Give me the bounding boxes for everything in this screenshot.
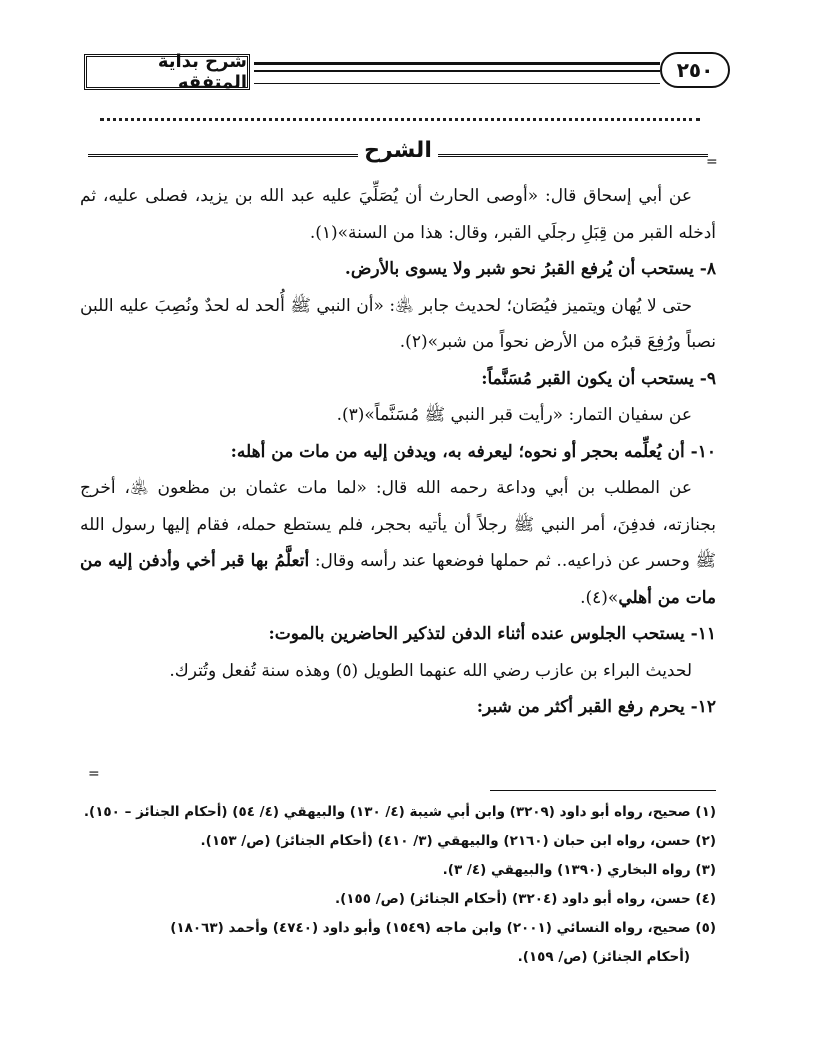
section-rule-left: [88, 154, 358, 157]
dotted-divider: [100, 118, 700, 121]
section-heading: [88, 138, 708, 168]
rule-heading: ١٢- يحرم رفع القبر أكثر من شبر:: [476, 697, 716, 717]
rule-heading: ١٠- أن يُعلِّمه بحجر أو نحوه؛ ليعرفه به، ويدفن إليه من مات من أهله:: [230, 441, 716, 462]
footnote: (٢) حسن، رواه ابن حبان (٢١٦٠) والبيهقي (٣/ ٤١٠) (أحكام الجنائز) (ص/ ١٥٣).: [200, 833, 716, 849]
paragraph-text: عن المطلب بن أبي وداعة رحمه الله قال: «لما مات عثمان بن مظعون ﵁، أخرج بجنازته، فدفِنَ، أمر النبي ﷺ رجلاً أن يأتيه بحجر، فلم يستطع حمله، فقام إليها رسول الله ﷺ وحسر عن ذراعيه.. ثم حملها فوضعها عند رأسه وقال:: [80, 478, 716, 571]
page-number: ٢٥٠: [660, 52, 730, 88]
paragraph: لحديث البراء بن عازب رضي الله عنهما الطويل (٥) وهذه سنة تُفعل وتُترك.: [169, 660, 692, 681]
section-rule-right: [438, 154, 708, 157]
rule-heading: ٩- يستحب أن يكون القبر مُسَنَّماً:: [481, 368, 716, 389]
rule-heading: ١١- يستحب الجلوس عنده أثناء الدفن لتذكير الحاضرين بالموت:: [268, 624, 716, 644]
footnote-separator: [490, 790, 716, 791]
section-title: الشرح: [364, 138, 432, 163]
book-title: شرح بداية المتفقه: [84, 54, 250, 90]
footnote: (١) صحيح، رواه أبو داود (٣٢٠٩) وابن أبي شيبة (٤/ ١٣٠) والبيهقي (٤/ ٥٤) (أحكام الجنائز – ١٥٠).: [83, 804, 716, 820]
paragraph-end: »(٤).: [580, 587, 619, 608]
footnote: (٥) صحيح، رواه النسائي (٢٠٠١) وابن ماجه (١٥٤٩) وأبو داود (٤٧٤٠) وأحمد (١٨٠٦٣): [170, 920, 716, 936]
footnote: (٤) حسن، رواه أبو داود (٣٢٠٤) (أحكام الجنائز) (ص/ ١٥٥).: [334, 891, 716, 907]
footnotes: [76, 798, 716, 972]
equals-mark-top: =: [706, 154, 718, 170]
paragraph: عن أبي إسحاق قال: «أوصى الحارث أن يُصَلِّيَ عليه عبد الله بن يزيد، فصلى عليه، ثم أدخله القبر من قِبَلِ رجلَي القبر، وقال: هذا من السنة»(١).: [80, 186, 716, 243]
paragraph: عن سفيان التمار: «رأيت قبر النبي ﷺ مُسَنَّماً»(٣).: [336, 405, 692, 425]
equals-mark-bottom: =: [88, 766, 100, 782]
header-rule: [254, 62, 660, 84]
footnote-continuation: (أحكام الجنائز) (ص/ ١٥٩).: [517, 949, 690, 965]
paragraph: حتى لا يُهان ويتميز فيُصَان؛ لحديث جابر ﵁: «أن النبي ﷺ أُلحد له لحدٌ ونُصِبَ عليه اللبن نصباً ورُفِعَ قبرُه من الأرض نحواً من شبر»(٢).: [80, 295, 716, 352]
bold-quote: أتعلَّمُ بها قبر أخي وأدفن إليه من مات من أهلي: [80, 551, 716, 608]
rule-heading: ٨- يستحب أن يُرفع القبرُ نحو شبر ولا يسوى بالأرض.: [344, 259, 716, 279]
body-text: [80, 178, 716, 726]
page-header: [84, 52, 730, 96]
paragraph: [80, 470, 716, 616]
footnote: (٣) رواه البخاري (١٣٩٠) والبيهقي (٤/ ٣).: [442, 862, 716, 878]
